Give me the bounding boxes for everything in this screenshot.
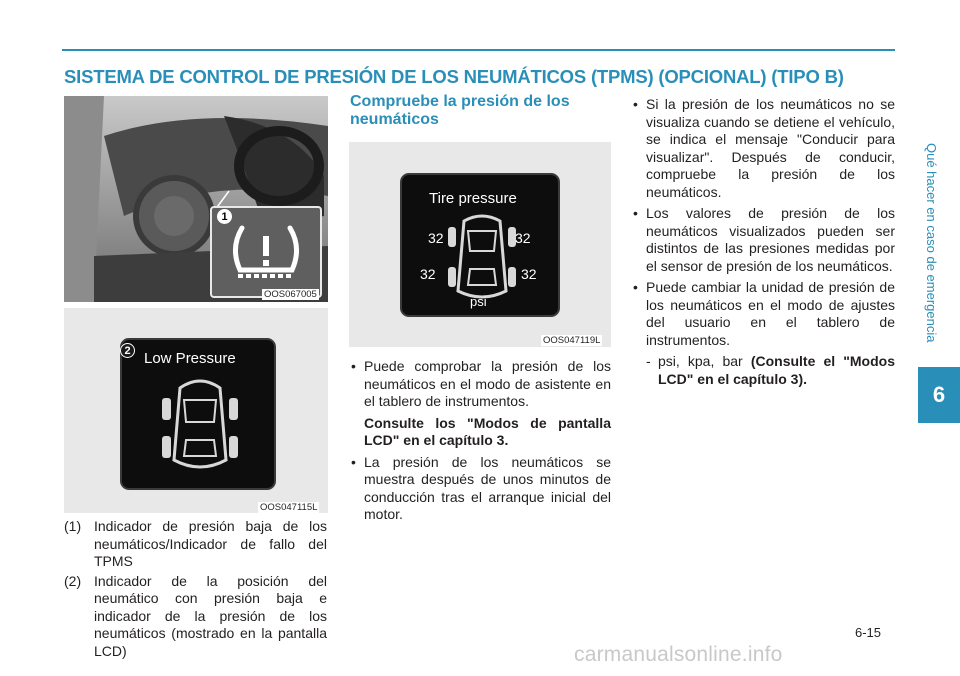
watermark: carmanualsonline.info	[574, 643, 783, 666]
lcd-title: Tire pressure	[429, 190, 517, 207]
pressure-front-right: 32	[515, 230, 531, 246]
dashboard-photo-figure	[64, 96, 328, 302]
page-title: SISTEMA DE CONTROL DE PRESIÓN DE LOS NEUMÁTICOS (TPMS) (OPCIONAL) (TIPO B)	[64, 66, 844, 87]
header-rule	[62, 49, 895, 51]
caption-item	[64, 573, 327, 661]
caption-item	[64, 518, 327, 571]
bullet-item: • La presión de los neumáticos se muestra después de unos minutos de conducción tras el arranque inicial del motor.	[350, 454, 611, 524]
figure-code: OOS067005	[264, 289, 317, 300]
figure-code: OOS047119L	[543, 335, 601, 346]
side-section-tab	[922, 0, 946, 676]
side-section-label: Qué hacer en caso de emergencia	[924, 143, 939, 343]
bullet-note-bold: Consulte los "Modos de pantalla LCD" en el capítulo 3.	[364, 414, 611, 448]
caption-number: (2)	[64, 572, 82, 589]
caption-text: Indicador de la posición del neumático con presión baja e indicador de la presión de los neumáticos (mostrado en la pantalla LCD)	[94, 572, 327, 659]
bullet-item: • Si la presión de los neumáticos no se visualiza cuando se detiene el vehículo, se indica el mensaje "Conducir para visualizar". Después de conducir, compruebe la presión de los neumáticos.	[632, 96, 895, 201]
caption-number: (1)	[64, 518, 82, 534]
unit-list: psi, kpa, bar	[658, 353, 751, 369]
page-number: 6-15	[855, 625, 882, 640]
bullet-item: • Puede comprobar la presión de los neumáticos en el modo de asistente en el tablero de instrumentos.	[350, 358, 611, 411]
column-right	[632, 96, 895, 388]
pressure-front-left: 32	[428, 230, 444, 246]
lcd-screen	[120, 338, 276, 490]
lcd-screen	[400, 173, 560, 317]
pressure-rear-left: 32	[420, 266, 436, 282]
pressure-unit: psi	[470, 294, 487, 309]
column-middle	[350, 358, 611, 528]
figure-code: OOS047115L	[260, 502, 318, 513]
tire-pressure-figure	[349, 142, 611, 347]
section-heading: Compruebe la presión de los neumáticos	[350, 93, 570, 128]
callout-badge-1: 1	[217, 209, 232, 224]
dash-marker: -	[646, 353, 651, 369]
figure-captions	[64, 518, 327, 662]
low-pressure-figure	[64, 308, 328, 513]
lcd-title: Low Pressure	[144, 350, 236, 367]
callout-badge-2: 2	[120, 343, 135, 358]
bullet-item: • Puede cambiar la unidad de presión de los neumáticos en el modo de ajustes del usuario en el tablero de instrumentos.	[632, 279, 895, 349]
caption-text: Indicador de presión baja de los neumáticos/Indicador de fallo del TPMS	[94, 518, 327, 569]
chapter-number-badge: 6	[918, 367, 960, 423]
dash-note-bold: (Consulte el "Modos LCD" en el capítulo 3).	[658, 353, 895, 387]
dash-item	[632, 353, 895, 388]
pressure-rear-right: 32	[521, 266, 537, 282]
car-top-view-icon	[122, 370, 278, 490]
bullet-item: • Los valores de presión de los neumáticos visualizados pueden ser distintos de las presiones medidas por el sensor de presión de los neumáticos.	[632, 205, 895, 275]
